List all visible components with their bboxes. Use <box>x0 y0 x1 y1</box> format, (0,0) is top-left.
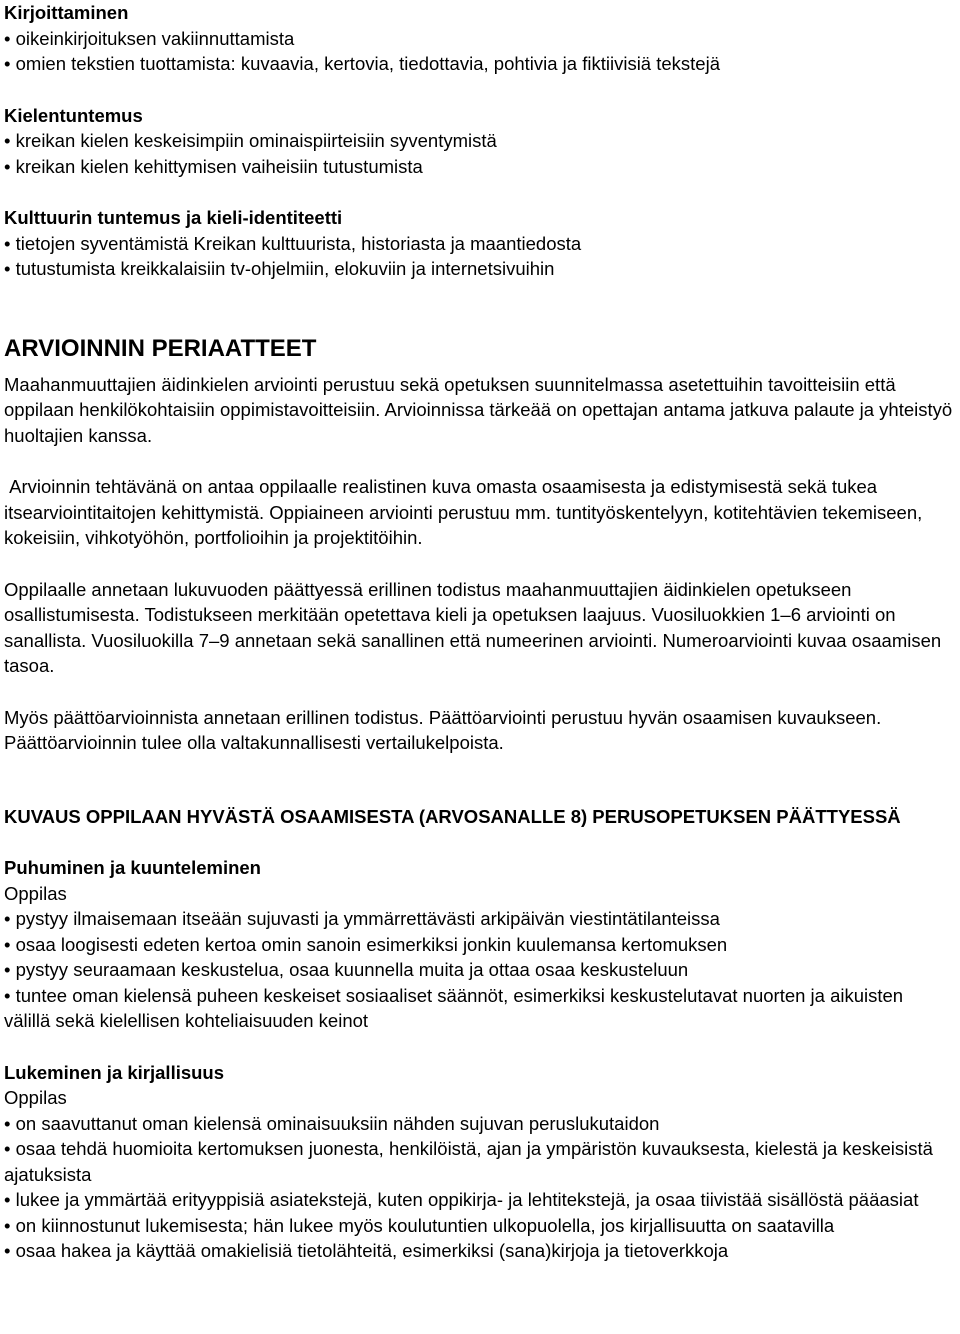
list-item: • lukee ja ymmärtää erityyppisiä asiatekstejä, kuten oppikirja- ja lehtitekstejä, ja osaa tiivistää sisällöstä pääasiat <box>4 1187 954 1213</box>
section-title-kulttuuri: Kulttuurin tuntemus ja kieli-identiteetti <box>4 207 343 228</box>
list-item: • osaa hakea ja käyttää omakielisiä tietolähteitä, esimerkiksi (sana)kirjoja ja tietoverkkoja <box>4 1238 954 1264</box>
list-item: • pystyy seuraamaan keskustelua, osaa kuunnella muita ja ottaa osaa keskusteluun <box>4 957 954 983</box>
heading-kuvaus: KUVAUS OPPILAAN HYVÄSTÄ OSAAMISESTA (ARVOSANALLE 8) PERUSOPETUKSEN PÄÄTTYESSÄ <box>4 805 901 827</box>
list-item: • osaa tehdä huomioita kertomuksen juonesta, henkilöistä, ajan ja ympäristön kuvauksesta, kielestä ja keskeisistä ajatuksista <box>4 1136 954 1187</box>
list-item: • osaa loogisesti edeten kertoa omin sanoin esimerkiksi jonkin kuulemansa kertomuksen <box>4 932 954 958</box>
paragraph: Maahanmuuttajien äidinkielen arviointi perustuu sekä opetuksen suunnitelmassa asetettuihin tavoitteisiin että oppilaan henkilökohtaisiin oppimistavoitteisiin. Arvioinnissa tärkeää on opettajan antama jatkuva palaute ja yhteistyö huoltajien kanssa. <box>4 373 958 446</box>
list-item: • omien tekstien tuottamista: kuvaavia, kertovia, tiedottavia, pohtivia ja fiktiivisiä tekstejä <box>4 51 954 77</box>
section-title-kirjoittaminen: Kirjoittaminen <box>4 2 129 23</box>
list-item: • kreikan kielen keskeisimpiin ominaispiirteisiin syventymistä <box>4 128 954 154</box>
paragraph: Arvioinnin tehtävänä on antaa oppilaalle realistinen kuva omasta osaamisesta ja edistymisestä sekä tukea itsearviointitaitojen kehittymistä. Oppiaineen arviointi perustuu mm. tuntityöskentelyyn, kotitehtävien tekemiseen, kokeisiin, vihkotyöhön, portfolioihin ja projektitöihin. <box>4 476 928 548</box>
subsection-title-puhuminen: Puhuminen ja kuunteleminen <box>4 857 261 878</box>
heading-arviointi: ARVIOINNIN PERIAATTEET <box>4 334 317 362</box>
list-item: • oikeinkirjoituksen vakiinnuttamista <box>4 26 954 52</box>
subsection-title-lukeminen: Lukeminen ja kirjallisuus <box>4 1061 225 1083</box>
subject-label: Oppilas <box>4 882 67 904</box>
paragraph: Myös päättöarvioinnista annetaan erillinen todistus. Päättöarviointi perustuu hyvän osaamisen kuvaukseen. Päättöarvioinnin tulee olla valtakunnallisesti vertailukelpoista. <box>4 706 882 753</box>
list-item: • on kiinnostunut lukemisesta; hän lukee myös koulutuntien ulkopuolella, jos kirjallisuutta on saatavilla <box>4 1213 954 1239</box>
list-item: • tutustumista kreikkalaisiin tv-ohjelmiin, elokuviin ja internetsivuihin <box>4 256 954 282</box>
subject-label: Oppilas <box>4 1087 67 1108</box>
list-item: • pystyy ilmaisemaan itseään sujuvasti ja ymmärrettävästi arkipäivän viestintätilanteissa <box>4 906 954 932</box>
section-title-kielentuntemus: Kielentuntemus <box>4 104 143 126</box>
paragraph: Oppilaalle annetaan lukuvuoden päättyessä erillinen todistus maahanmuuttajien äidinkielen opetukseen osallistumisesta. Todistukseen merkitään opetettava kieli ja opetuksen laajuus. Vuosiluokkien 1–6 arviointi on sanallista. Vuosiluokilla 7–9 annetaan sekä sanallinen että numeerinen arviointi. Numeroarviointi kuvaa osaamisen tasoa. <box>4 578 942 676</box>
list-item: • tuntee oman kielensä puheen keskeiset sosiaaliset säännöt, esimerkiksi keskustelutavat nuorten ja aikuisten välillä sekä kielellisen kohteliaisuuden keinot <box>4 983 954 1034</box>
list-item: • kreikan kielen kehittymisen vaiheisiin tutustumista <box>4 154 954 180</box>
list-item: • tietojen syventämistä Kreikan kulttuurista, historiasta ja maantiedosta <box>4 231 954 257</box>
list-item: • on saavuttanut oman kielensä ominaisuuksiin nähden sujuvan peruslukutaidon <box>4 1111 954 1137</box>
